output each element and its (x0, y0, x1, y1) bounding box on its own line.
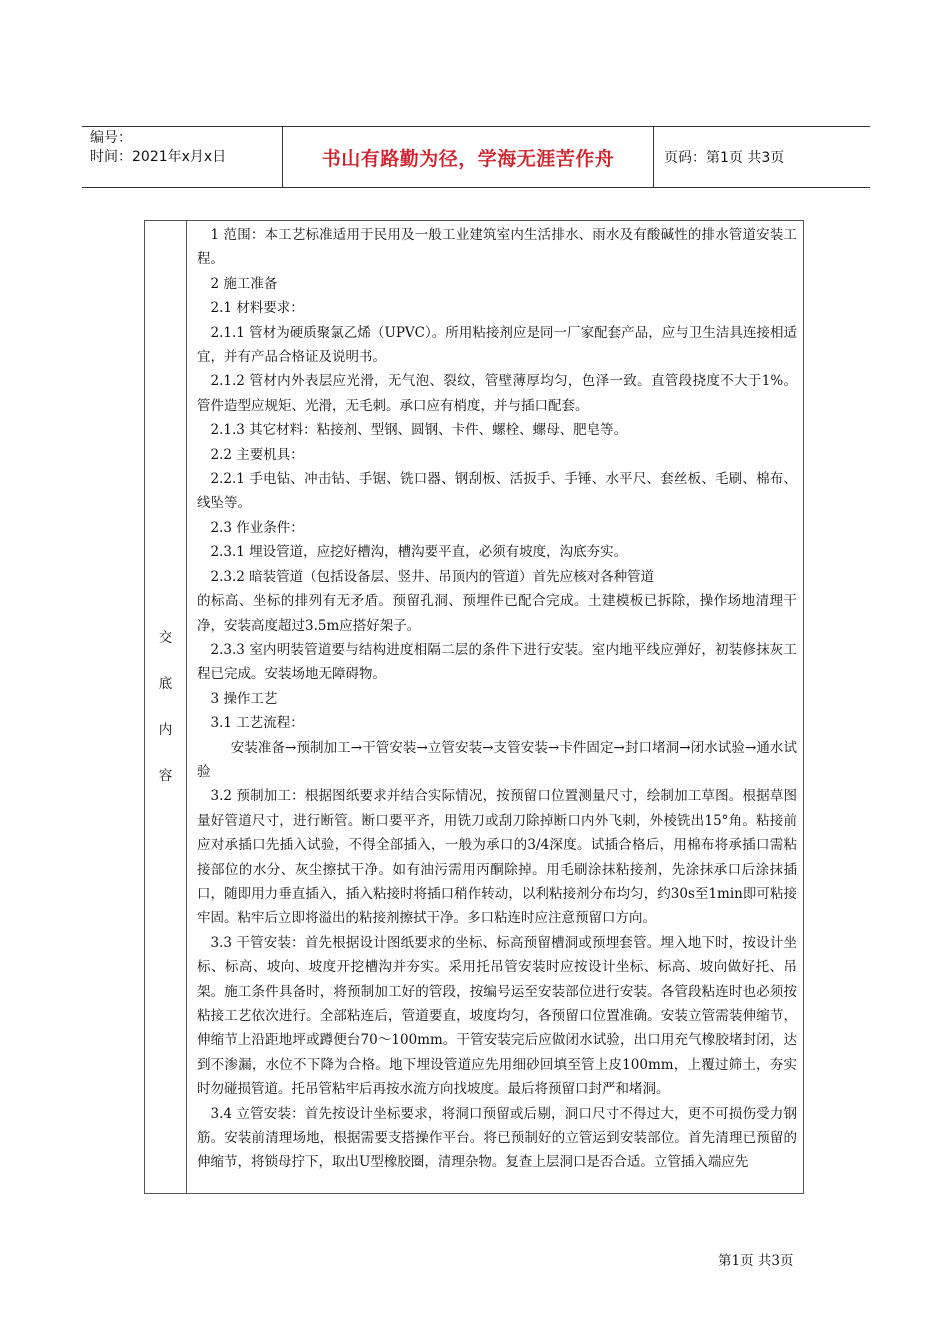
paragraph: 2.3.2 暗装管道（包括设备层、竖井、吊顶内的管道）首先应核对各种管道 (210, 568, 655, 585)
header-page-info: 页码：第1页 共3页 (664, 150, 785, 166)
paragraph: 2.3.3 室内明装管道要与结构进度相隔二层的条件下进行安装。室内地平线应弹好，初装修抹灰工程已完成。安装场地无障碍物。 (197, 641, 797, 683)
content-body (187, 221, 803, 1193)
paragraph: 2.3 作业条件： (210, 519, 304, 536)
header-motto: 书山有路勤为径，学海无涯苦作舟 (282, 127, 654, 187)
paragraph: 的标高、坐标的排列有无矛盾。预留孔洞、预埋件已配合完成。土建模板已拆除，操作场地清理干净，安装高度超过3.5m应搭好架子。 (197, 593, 797, 634)
paragraph: 3.1 工艺流程： (210, 715, 304, 732)
document-number: 编号： (90, 130, 132, 146)
section-label-char: 底 (158, 676, 173, 692)
content-table (144, 220, 804, 1194)
section-label-char: 内 (158, 722, 173, 738)
header-meta (82, 127, 282, 187)
paragraph: 3.2 预制加工：根据图纸要求并结合实际情况，按预留口位置测量尺寸，绘制加工草图。根据草图量好管道尺寸，进行断管。断口要平齐，用铣刀或刮刀除掉断口内外飞刺，外棱铣出15°角。粘接前应对承插口先插入试验，不得全部插入，一般为承口的3/4深度。试插合格后，用棉布将承插口需粘接部位的水分、灰尘擦拭干净。如有油污需用丙酮除掉。用毛刷涂抹粘接剂，先涂抹承口后涂抹插口，随即用力垂直插入，插入粘接时将插口稍作转动，以利粘接剂分布均匀，约30s至1min即可粘接牢固。粘牢后立即将溢出的粘接剂擦拭干净。多口粘连时应注意预留口方向。 (197, 788, 797, 927)
page-header (82, 126, 870, 188)
paragraph: 2.1.3 其它材料：粘接剂、型钢、圆钢、卡件、螺栓、螺母、肥皂等。 (210, 422, 628, 439)
paragraph: 2.2.1 手电钻、冲击钻、手锯、铣口器、钢刮板、活扳手、手锤、水平尺、套丝板、毛刷、棉布、线坠等。 (197, 471, 797, 512)
paragraph: 3.3 干管安装：首先根据设计图纸要求的坐标、标高预留槽洞或预埋套管。埋入地下时，按设计坐标、标高、坡向、坡度开挖槽沟并夯实。采用托吊管安装时应按设计坐标、标高、坡向做好托、吊架。施工条件具备时，将预制加工好的管段，按编号运至安装部位进行安装。各管段粘连时也必须按粘接工艺依次进行。全部粘连后，管道要直，坡度均匀，各预留口位置准确。安装立管需装伸缩节，伸缩节上沿距地坪或蹲便台70～100mm。干管安装完后应做闭水试验，出口用充气橡胶堵封闭，达到不渗漏，水位不下降为合格。地下埋设管道应先用细砂回填至管上皮100mm，上覆过筛土，夯实时勿碰损管道。托吊管粘牢后再按水流方向找坡度。最后将预留口封严和堵洞。 (197, 934, 797, 1098)
section-label-char: 容 (158, 768, 173, 784)
paragraph: 2.1.1 管材为硬质聚氯乙烯（UPVC）。所用粘接剂应是同一厂家配套产品，应与卫生洁具连接相适宜，并有产品合格证及说明书。 (197, 324, 797, 366)
paragraph: 2.3.1 埋设管道，应挖好槽沟，槽沟要平直，必须有坡度，沟底夯实。 (210, 544, 628, 561)
paragraph: 2.2 主要机具： (210, 446, 304, 463)
paragraph: 3 操作工艺 (210, 690, 278, 707)
paragraph: 2.1 材料要求： (210, 300, 304, 317)
paragraph: 2 施工准备 (210, 275, 278, 292)
paragraph: 2.1.2 管材内外表层应光滑，无气泡、裂纹，管壁薄厚均匀，色泽一致。直管段挠度不大于1%。管件造型应规矩、光滑，无毛刺。承口应有梢度，并与插口配套。 (197, 373, 797, 414)
page-footer: 第1页 共3页 (718, 1253, 794, 1269)
paragraph: 3.4 立管安装：首先按设计坐标要求，将洞口预留或后剔，洞口尺寸不得过大，更不可损伤受力钢筋。安装前清理场地，根据需要支搭操作平台。将已预制好的立管运到安装部位。首先清理已预留的伸缩节，将锁母拧下，取出U型橡胶圈，清理杂物。复查上层洞口是否合适。立管插入端应先 (197, 1105, 797, 1171)
document-date: 时间：2021年x月x日 (90, 149, 227, 165)
paragraph: 1 范围：本工艺标准适用于民用及一般工业建筑室内生活排水、雨水及有酸碱性的排水管道安装工程。 (197, 227, 797, 268)
section-label (145, 221, 187, 1193)
section-label-char: 交 (158, 630, 173, 646)
paragraph: 安装准备→预制加工→干管安装→立管安装→支管安装→卡件固定→封口堵洞→闭水试验→通水试验 (197, 739, 797, 780)
